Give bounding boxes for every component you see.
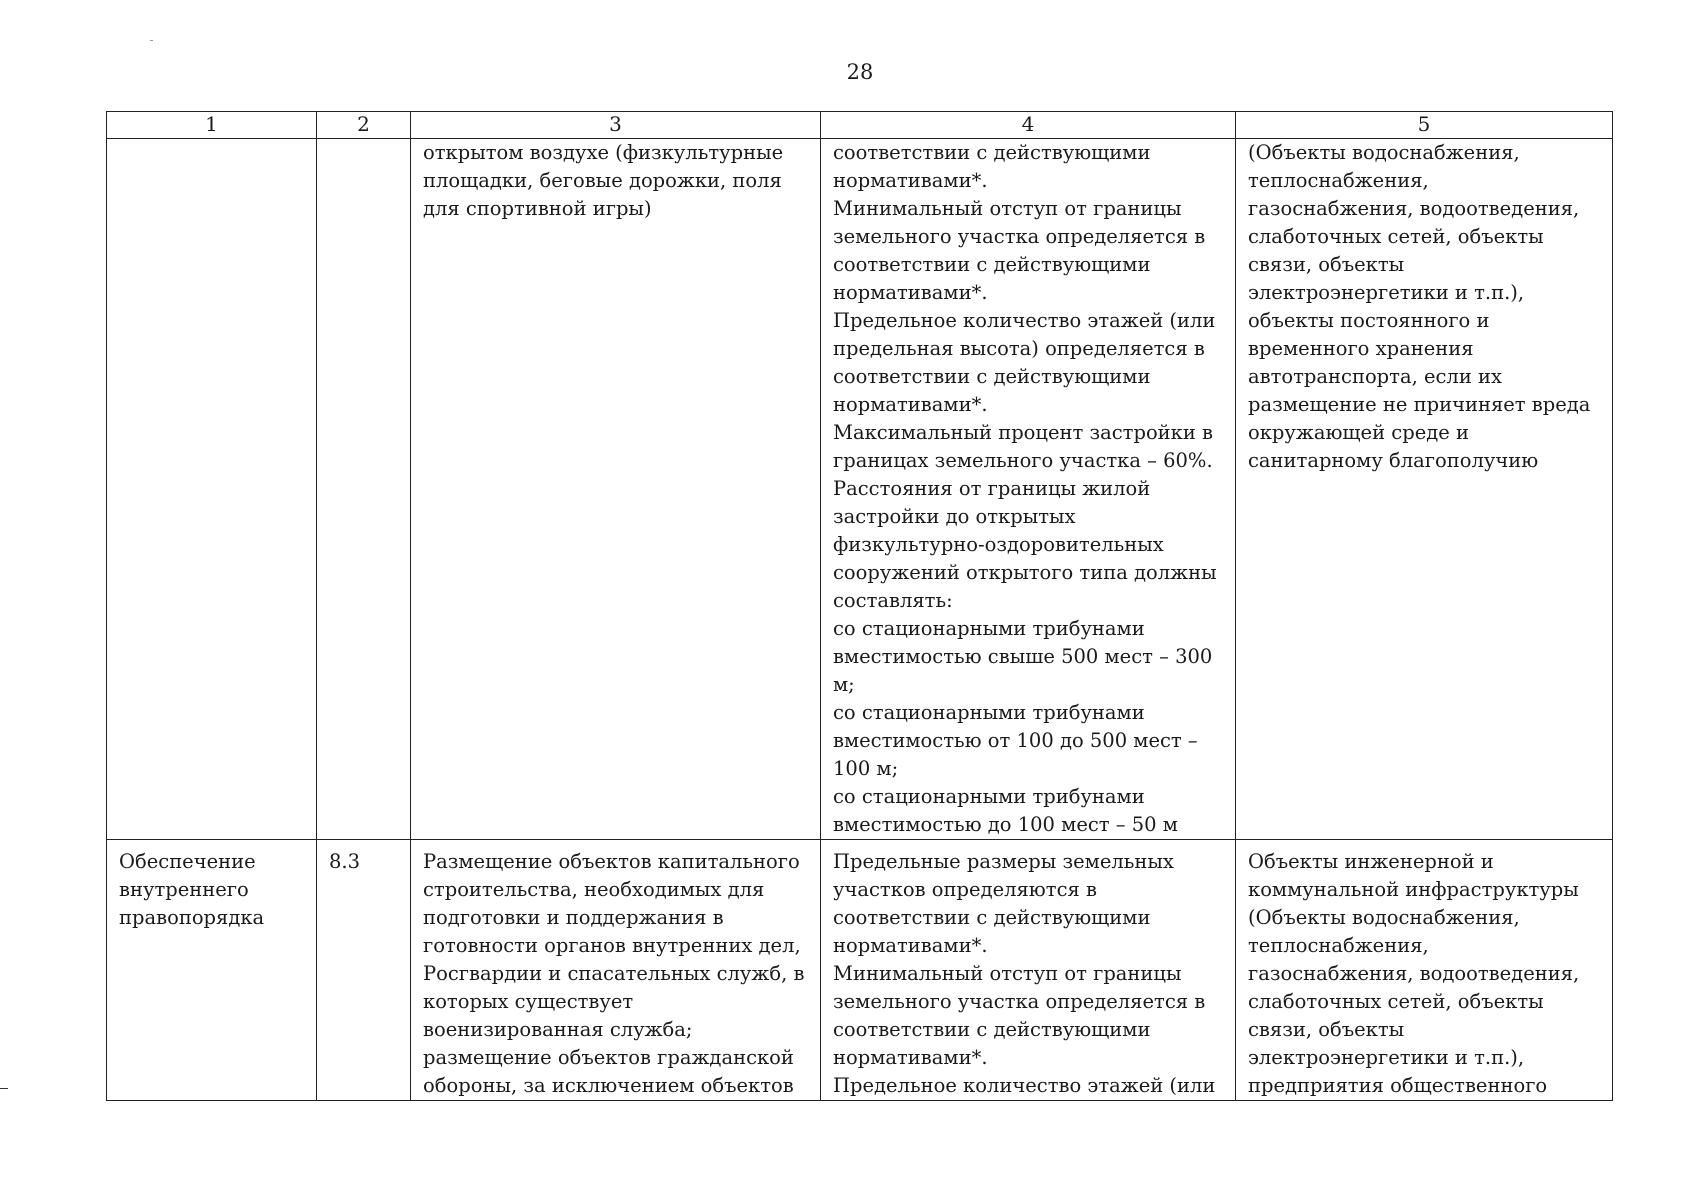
cell-text-line: нормативами*. bbox=[833, 281, 988, 304]
cell-use-description bbox=[411, 139, 821, 840]
cell-text-line: составлять: bbox=[833, 589, 953, 612]
cell-text-line: (Объекты водоснабжения, bbox=[1248, 906, 1520, 929]
cell-text-line: Обеспечение bbox=[119, 850, 256, 873]
cell-text-line: соответствии с действующими bbox=[833, 141, 1151, 164]
column-number-3: 3 bbox=[411, 112, 821, 139]
cell-auxiliary-uses bbox=[1236, 139, 1613, 840]
scan-mark bbox=[150, 40, 153, 41]
table-row-continued bbox=[107, 139, 1613, 840]
cell-text-line: внутреннего bbox=[119, 878, 249, 901]
cell-use-code bbox=[317, 840, 411, 1101]
column-number-2: 2 bbox=[317, 112, 411, 139]
cell-text-line: со стационарными трибунами bbox=[833, 617, 1145, 640]
cell-text-line: окружающей среде и bbox=[1248, 421, 1469, 444]
margin-mark bbox=[0, 1088, 8, 1089]
cell-text-line: физкультурно-оздоровительных bbox=[833, 533, 1164, 556]
cell-text-line: нормативами*. bbox=[833, 169, 988, 192]
page-number: 28 bbox=[846, 60, 874, 84]
cell-text-line: Расстояния от границы жилой bbox=[833, 477, 1151, 500]
column-number-5: 5 bbox=[1236, 112, 1613, 139]
cell-text-line: открытом воздухе (физкультурные bbox=[423, 141, 784, 164]
cell-text-line: для спортивной игры) bbox=[423, 197, 652, 220]
cell-text-line: участков определяются в bbox=[833, 878, 1097, 901]
cell-text-line: площадки, беговые дорожки, поля bbox=[423, 169, 782, 192]
cell-text-line: военизированная служба; bbox=[423, 1018, 693, 1041]
cell-text-line: временного хранения bbox=[1248, 337, 1474, 360]
cell-text-line: размещение объектов гражданской bbox=[423, 1046, 794, 1069]
cell-text-line: соответствии с действующими bbox=[833, 1018, 1151, 1041]
cell-text-line: размещение не причиняет вреда bbox=[1248, 393, 1591, 416]
cell-text-line: м; bbox=[833, 673, 855, 696]
cell-text-line: Минимальный отступ от границы bbox=[833, 197, 1182, 220]
cell-text-line: со стационарными трибунами bbox=[833, 785, 1145, 808]
cell-text-line: Размещение объектов капитального bbox=[423, 850, 800, 873]
cell-text-line: соответствии с действующими bbox=[833, 906, 1151, 929]
cell-text-line: коммунальной инфраструктуры bbox=[1248, 878, 1579, 901]
table-row-internal-order bbox=[107, 840, 1613, 1101]
cell-text-line: со стационарными трибунами bbox=[833, 701, 1145, 724]
cell-text-line: правопорядка bbox=[119, 906, 265, 929]
cell-text-line: нормативами*. bbox=[833, 393, 988, 416]
cell-text-line: слаботочных сетей, объекты bbox=[1248, 990, 1544, 1013]
cell-auxiliary-uses bbox=[1236, 840, 1613, 1101]
cell-text-line: соответствии с действующими bbox=[833, 253, 1151, 276]
cell-text-line: (Объекты водоснабжения, bbox=[1248, 141, 1520, 164]
cell-text-line: Росгвардии и спасательных служб, в bbox=[423, 962, 805, 985]
cell-text-line: санитарному благополучию bbox=[1248, 449, 1539, 472]
cell-text-line: границах земельного участка – 60%. bbox=[833, 449, 1213, 472]
cell-text-line: предельная высота) определяется в bbox=[833, 337, 1205, 360]
regulations-table bbox=[106, 111, 1613, 1101]
cell-text-line: обороны, за исключением объектов bbox=[423, 1074, 794, 1097]
cell-parameters bbox=[821, 840, 1236, 1101]
cell-use-description bbox=[411, 840, 821, 1101]
cell-use-code bbox=[317, 139, 411, 840]
cell-text-line: Объекты инженерной и bbox=[1248, 850, 1494, 873]
cell-text-line: Минимальный отступ от границы bbox=[833, 962, 1182, 985]
cell-text-line: автотранспорта, если их bbox=[1248, 365, 1503, 388]
cell-text-line: газоснабжения, водоотведения, bbox=[1248, 197, 1580, 220]
cell-text-line: объекты постоянного и bbox=[1248, 309, 1490, 332]
cell-text-line: электроэнергетики и т.п.), bbox=[1248, 1046, 1525, 1069]
table-header-row bbox=[107, 112, 1613, 139]
cell-text-line: подготовки и поддержания в bbox=[423, 906, 724, 929]
cell-use-name bbox=[107, 139, 317, 840]
cell-text-line: земельного участка определяется в bbox=[833, 225, 1206, 248]
cell-text-line: вместимостью до 100 мест – 50 м bbox=[833, 813, 1178, 836]
cell-text-line: которых существует bbox=[423, 990, 634, 1013]
cell-text-line: 100 м; bbox=[833, 757, 899, 780]
cell-text-line: теплоснабжения, bbox=[1248, 934, 1429, 957]
cell-parameters bbox=[821, 139, 1236, 840]
cell-text-line: застройки до открытых bbox=[833, 505, 1076, 528]
cell-text-line: электроэнергетики и т.п.), bbox=[1248, 281, 1525, 304]
cell-text-line: готовности органов внутренних дел, bbox=[423, 934, 801, 957]
cell-text-line: земельного участка определяется в bbox=[833, 990, 1206, 1013]
column-number-4: 4 bbox=[821, 112, 1236, 139]
cell-text-line: теплоснабжения, bbox=[1248, 169, 1429, 192]
cell-text-line: вместимостью свыше 500 мест – 300 bbox=[833, 645, 1213, 668]
column-number-1: 1 bbox=[107, 112, 317, 139]
cell-text-line: строительства, необходимых для bbox=[423, 878, 765, 901]
cell-text-line: связи, объекты bbox=[1248, 253, 1405, 276]
cell-text-line: сооружений открытого типа должны bbox=[833, 561, 1217, 584]
cell-text-line: слаботочных сетей, объекты bbox=[1248, 225, 1544, 248]
cell-use-name bbox=[107, 840, 317, 1101]
cell-text-line: Предельные размеры земельных bbox=[833, 850, 1174, 873]
cell-text-line: вместимостью от 100 до 500 мест – bbox=[833, 729, 1198, 752]
cell-text-line: 8.3 bbox=[329, 850, 361, 873]
cell-text-line: соответствии с действующими bbox=[833, 365, 1151, 388]
cell-text-line: предприятия общественного bbox=[1248, 1074, 1548, 1097]
cell-text-line: Предельное количество этажей (или bbox=[833, 1074, 1216, 1097]
cell-text-line: нормативами*. bbox=[833, 1046, 988, 1069]
cell-text-line: газоснабжения, водоотведения, bbox=[1248, 962, 1580, 985]
cell-text-line: Максимальный процент застройки в bbox=[833, 421, 1214, 444]
cell-text-line: Предельное количество этажей (или bbox=[833, 309, 1216, 332]
cell-text-line: нормативами*. bbox=[833, 934, 988, 957]
cell-text-line: связи, объекты bbox=[1248, 1018, 1405, 1041]
